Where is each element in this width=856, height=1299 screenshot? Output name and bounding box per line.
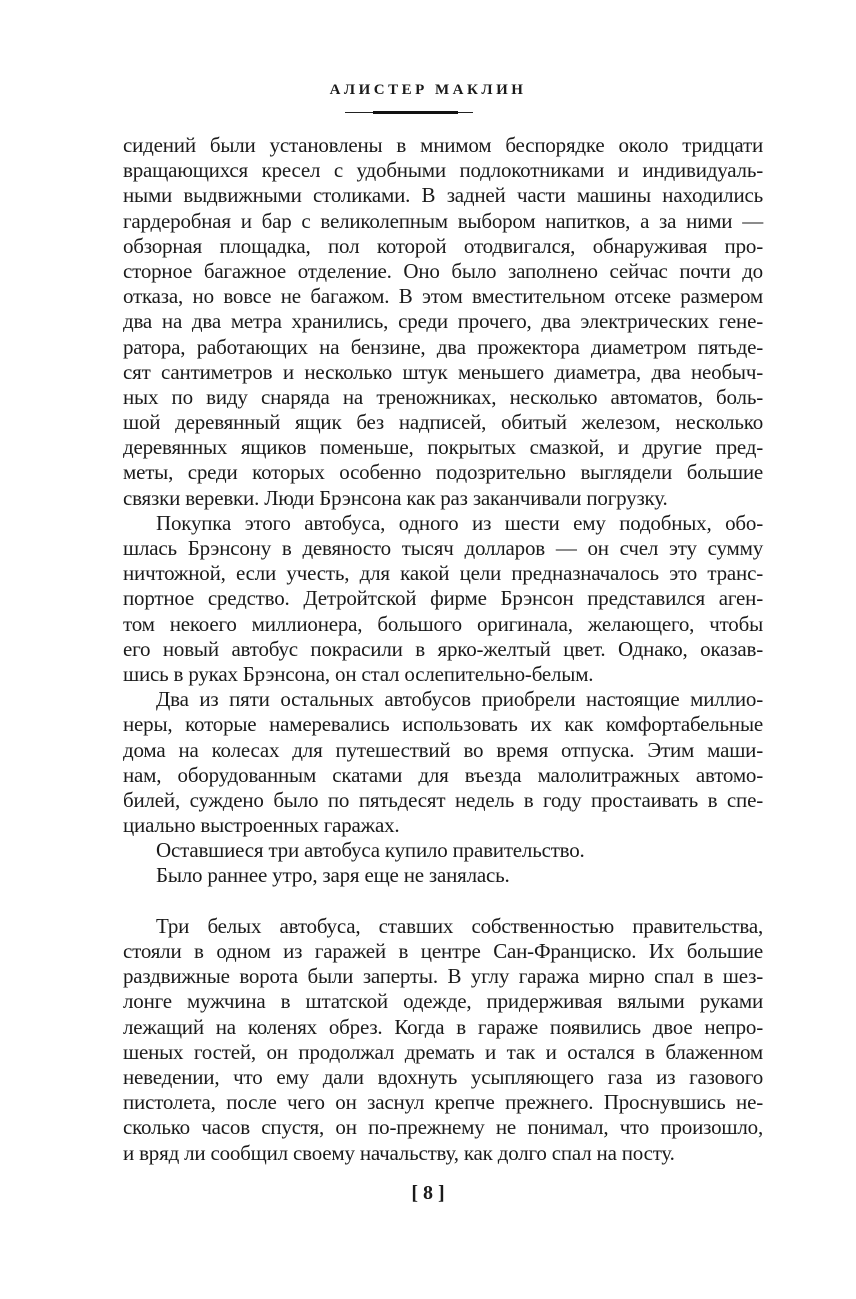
text-line: отказа, но вовсе не багажом. В этом вместительном отсеке размером bbox=[123, 284, 763, 309]
text-line: раздвижные ворота были заперты. В углу гаража мирно спал в шез- bbox=[123, 964, 763, 989]
text-line: ными выдвижными столиками. В задней части машины находились bbox=[123, 183, 763, 208]
text-line: стояли в одном из гаражей в центре Сан-Франциско. Их большие bbox=[123, 939, 763, 963]
section-break bbox=[123, 889, 763, 914]
text-line: деревянных ящиков поменьше, покрытых смазкой, и другие пред- bbox=[123, 435, 763, 460]
text-line: лежащий на коленях обрез. Когда в гараже появились двое непро- bbox=[123, 1014, 763, 1039]
text-line: связки веревки. Люди Брэнсона как раз заканчивали погрузку. bbox=[123, 485, 668, 510]
paragraph bbox=[123, 133, 763, 511]
text-line: билей, суждено было по пятьдесят недель в году простаивать в спе- bbox=[123, 787, 763, 812]
text-line: шлась Брэнсону в девяносто тысяч долларов — он счел эту сумму bbox=[123, 536, 763, 560]
text-line: циально выстроенных гаражах. bbox=[123, 813, 400, 838]
text-line: вращающихся кресел с удобными подлокотниками и индивидуаль- bbox=[123, 158, 763, 183]
text-line: ратора, работающих на бензине, два прожектора диаметром пятьде- bbox=[123, 334, 763, 359]
text-line: шой деревянный ящик без надписей, обитый железом, несколько bbox=[123, 410, 763, 435]
text-line: два на два метра хранились, среди прочего, два электрических гене- bbox=[123, 309, 763, 334]
text-line: меты, среди которых особенно подозрительно выглядели большие bbox=[123, 460, 763, 485]
text-line: дома на колесах для путешествий во время отпуска. Этим маши- bbox=[123, 737, 763, 762]
text-line: неры, которые намеревались использовать их как комфортабельные bbox=[123, 712, 763, 737]
paragraph bbox=[123, 687, 763, 838]
text-line: пистолета, после чего он заснул крепче прежнего. Проснувшись не- bbox=[123, 1090, 763, 1115]
page-number: [ 8 ] bbox=[411, 1182, 445, 1204]
text-line: шеных гостей, он продолжал дремать и так и остался в блаженном bbox=[123, 1039, 763, 1064]
paragraph bbox=[123, 914, 763, 1166]
text-line: неведении, что ему дали вдохнуть усыпляющего газа из газового bbox=[123, 1064, 763, 1089]
text-line: ных по виду снаряда на треножниках, несколько автоматов, боль- bbox=[123, 384, 763, 409]
text-line: Было раннее утро, заря еще не занялась. bbox=[156, 863, 510, 888]
text-line: лонге мужчина в штатской одежде, придерживая вялыми руками bbox=[123, 989, 763, 1014]
text-line: Три белых автобуса, ставших собственностью правительства, bbox=[156, 913, 763, 938]
text-line: том некоего миллионера, большого оригинала, желающего, чтобы bbox=[123, 611, 763, 636]
text-line: нам, оборудованным скатами для въезда малолитражных автомо- bbox=[123, 762, 763, 787]
text-line: шись в руках Брэнсона, он стал ослепительно-белым. bbox=[123, 661, 594, 686]
text-line: портное средство. Детройтской фирме Брэнсон представился аген- bbox=[123, 586, 763, 611]
paragraph bbox=[123, 863, 763, 888]
text-line: гардеробная и бар с великолепным выбором напитков, а за ними — bbox=[123, 208, 763, 233]
text-line: обзорная площадка, пол которой отодвигался, обнаруживая про- bbox=[123, 233, 763, 258]
text-line: ничтожной, если учесть, для какой цели предназначалось это транс- bbox=[123, 561, 763, 586]
text-line: Оставшиеся три автобуса купило правительство. bbox=[156, 838, 585, 863]
text-line: Два из пяти остальных автобусов приобрели настоящие миллио- bbox=[156, 687, 763, 712]
text-line: сторное багажное отделение. Оно было заполнено сейчас почти до bbox=[123, 258, 763, 283]
text-line: сят сантиметров и несколько штук меньшего диаметра, два необыч- bbox=[123, 359, 763, 384]
text-line: сидений были установлены в мнимом беспорядке около тридцати bbox=[123, 133, 763, 157]
header-rule-accent bbox=[373, 111, 458, 114]
text-line: и вряд ли сообщил своему начальству, как долго спал на посту. bbox=[123, 1140, 675, 1165]
paragraph bbox=[123, 838, 763, 863]
text-line: сколько часов спустя, он по-прежнему не понимал, что произошло, bbox=[123, 1115, 763, 1140]
paragraph bbox=[123, 511, 763, 687]
text-line: его новый автобус покрасили в ярко-желтый цвет. Однако, оказав- bbox=[123, 636, 763, 661]
text-line: Покупка этого автобуса, одного из шести ему подобных, обо- bbox=[156, 510, 763, 535]
running-header: АЛИСТЕР МАКЛИН bbox=[329, 82, 527, 98]
body-text bbox=[123, 133, 763, 1166]
